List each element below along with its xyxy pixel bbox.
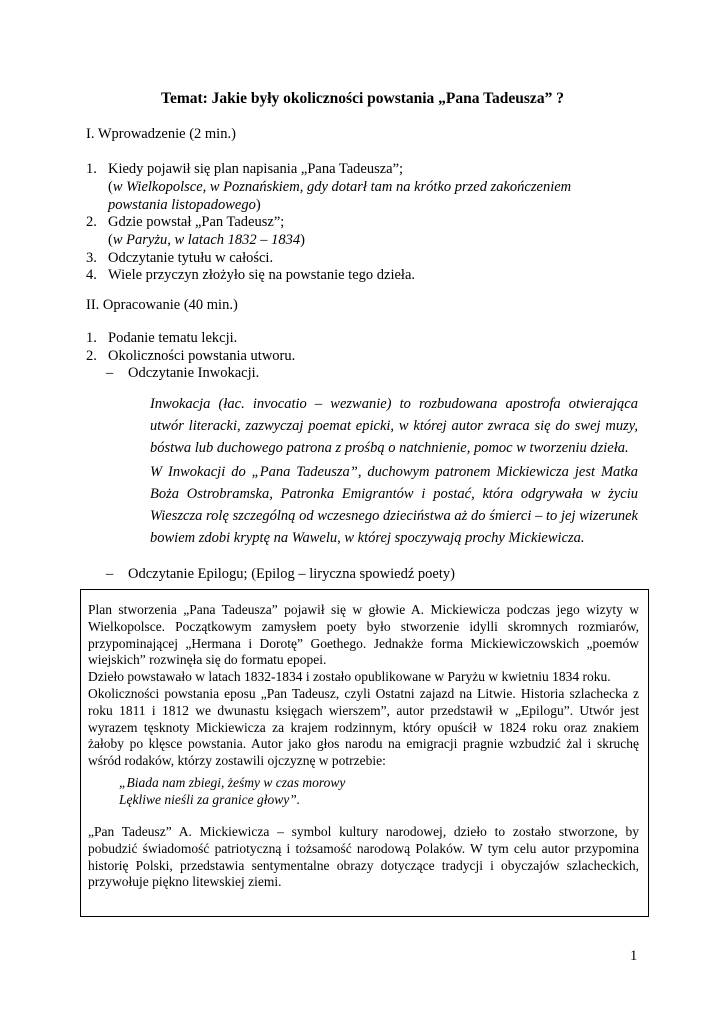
- page-title: Temat: Jakie były okoliczności powstania „Pana Tadeusza” ?: [161, 90, 564, 107]
- list-item-note: (w Wielkopolsce, w Poznańskiem, gdy dotarł tam na krótko przed zakończeniem: [108, 179, 572, 195]
- dash-bullet: –: [106, 365, 114, 381]
- sub-item-text: Odczytanie Inwokacji.: [128, 365, 260, 381]
- list-item-number: 1.: [86, 330, 97, 346]
- sub-item-text: Odczytanie Epilogu; (Epilog – liryczna spowiedź poety): [128, 566, 455, 582]
- section-2-heading: II. Opracowanie (40 min.): [86, 297, 238, 313]
- box-paragraph: Okoliczności powstania eposu „Pan Tadeusz, czyli Ostatni zajazd na Litwie. Historia szlachecka z roku 1811 i 1812 we dwunastu księgach wierszem”, autor przedstawił w „Epilogu”. Utwór jest wyrazem tęsknoty Mickiewicza za krajem rodzinnym, który opuścił w 1824 roku oraz znakiem żałoby po klęsce powstania. Autor jako głos narodu na emigracji pragnie wzbudzić żal i skruchę wśród rodaków, którzy zostawili ojczyznę w potrzebie:: [88, 686, 639, 769]
- list-item-text: Wiele przyczyn złożyło się na powstanie tego dzieła.: [108, 267, 416, 283]
- list-item-note: (w Paryżu, w latach 1832 – 1834): [108, 232, 305, 248]
- box-paragraph: Plan stworzenia „Pana Tadeusza” pojawił się w głowie A. Mickiewicza podczas jego wizyty w Wielkopolsce. Początkowym zamysłem poety było stworzenie idylli skromnych rozmiarów, przypominającej „Hermana i Dorotę” Goethego. Jednakże forma Mickiewiczowskich „poemów wiejskich” rozwinęła się do formatu epopei.: [88, 602, 639, 668]
- invocation-paragraph: W Inwokacji do „Pana Tadeusza”, duchowym patronem Mickiewicza jest Matka Boża Ostrobramska, Patronka Emigrantów i postać, która odgrywała w życiu Wieszcza rolę szczególną od wczesnego dzieciństwa aż do śmierci – to jej wizerunek bowiem zdobi kryptę na Wawelu, w której spoczywają prochy Mickiewicza.: [150, 464, 638, 546]
- list-item-text: Podanie tematu lekcji.: [108, 330, 238, 346]
- list-item-text: Kiedy pojawił się plan napisania „Pana Tadeusza”;: [108, 161, 404, 177]
- definition-paragraph: Inwokacja (łac. invocatio – wezwanie) to rozbudowana apostrofa otwierająca utwór literacki, zazwyczaj poemat epicki, w której autor zwraca się do swej muzy, bóstwa lub duchowego patrona z prośbą o natchnienie, pomoc w tworzeniu dzieła.: [150, 396, 638, 456]
- list-item-text: Okoliczności powstania utworu.: [108, 348, 296, 364]
- quote-line: Lękliwe nieśli za granice głowy”.: [119, 792, 301, 807]
- list-item-number: 4.: [86, 267, 97, 283]
- list-item-text: Odczytanie tytułu w całości.: [108, 250, 274, 266]
- list-item-note: powstania listopadowego): [108, 197, 261, 213]
- quote-line: „Biada nam zbiegi, żeśmy w czas morowy: [119, 775, 346, 790]
- dash-bullet: –: [106, 566, 114, 582]
- list-item-number: 2.: [86, 214, 97, 230]
- list-item-number: 3.: [86, 250, 97, 266]
- box-paragraph: Dzieło powstawało w latach 1832-1834 i zostało opublikowane w Paryżu w kwietniu 1834 roku.: [88, 669, 611, 684]
- list-item-text: Gdzie powstał „Pan Tadeusz”;: [108, 214, 285, 230]
- box-paragraph: „Pan Tadeusz” A. Mickiewicza – symbol kultury narodowej, dzieło to zostało stworzone, by pobudzić świadomość patriotyczną i tożsamość narodową Polaków. W tym celu autor przypomina historię Polski, przedstawia sentymentalne obrazy dotyczące tradycji i obyczajów szlacheckich, przywołuje piękno litewskiej ziemi.: [88, 824, 639, 890]
- list-item-number: 1.: [86, 161, 97, 177]
- page-number: 1: [630, 948, 638, 964]
- list-item-number: 2.: [86, 348, 97, 364]
- section-1-heading: I. Wprowadzenie (2 min.): [86, 126, 236, 142]
